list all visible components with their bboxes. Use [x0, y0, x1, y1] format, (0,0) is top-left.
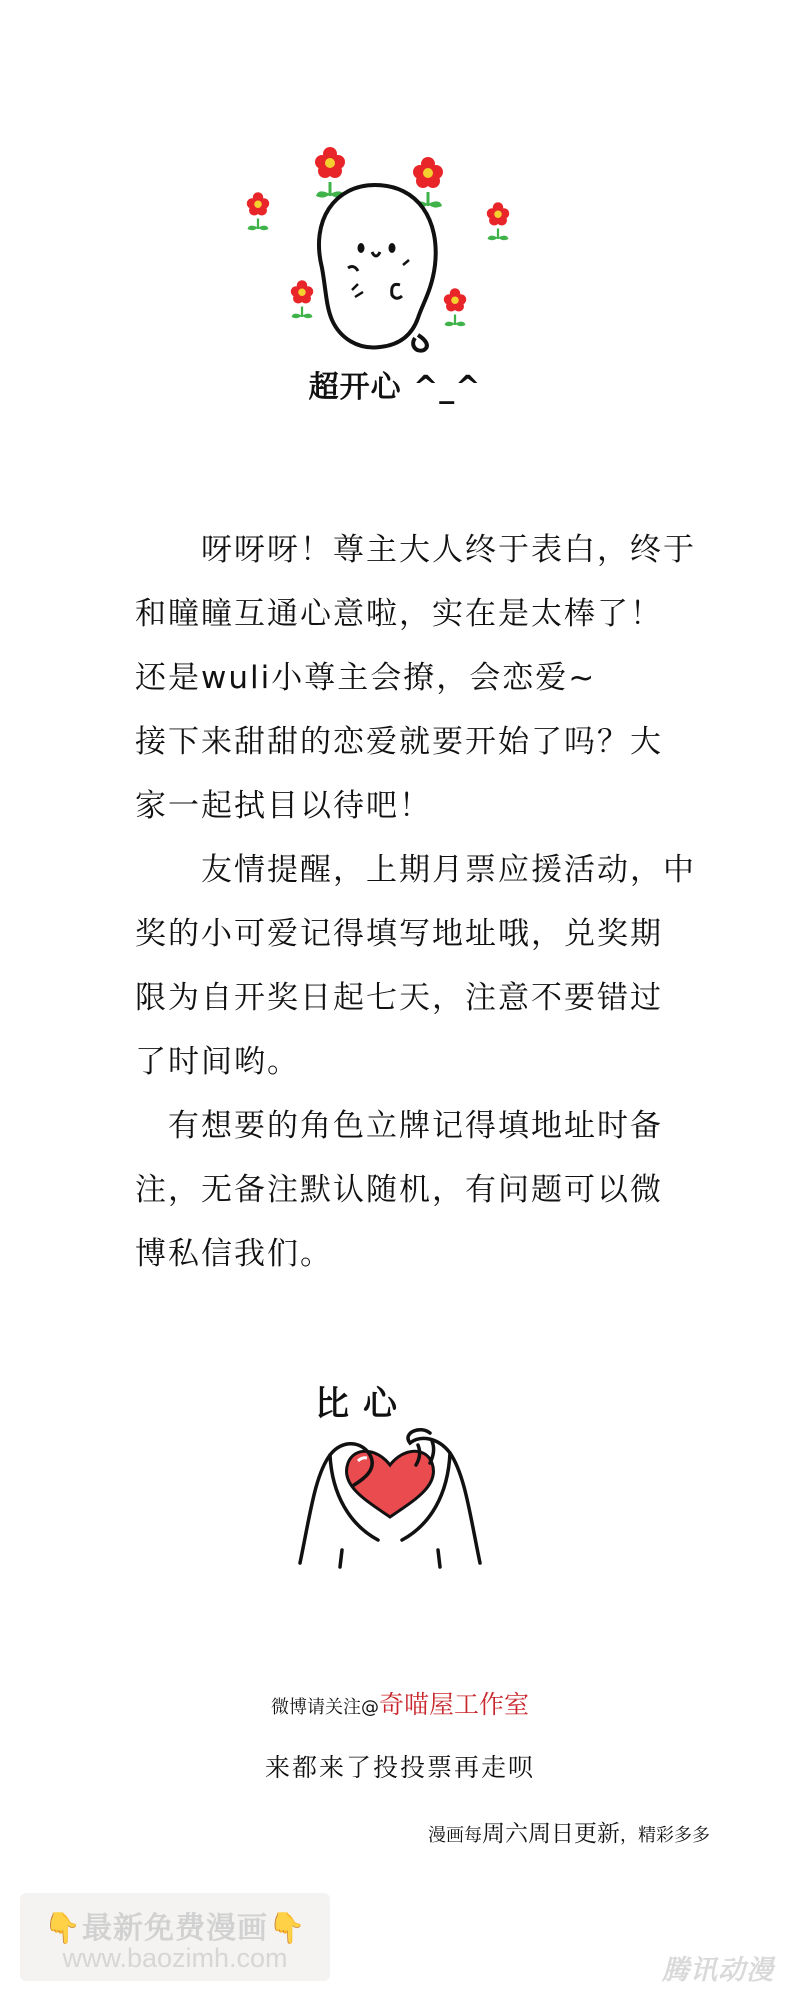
- text-line: 奖的小可爱记得填写地址哦，兑奖期: [135, 916, 663, 952]
- text-line: 博私信我们。: [135, 1236, 333, 1272]
- studio-name: 奇喵屋工作室: [378, 1690, 529, 1719]
- watermark-url: www.baozimh.com: [62, 1943, 288, 1973]
- vote-line: 来都来了投投票再走呗: [264, 1753, 535, 1782]
- announcement-body: [135, 518, 735, 1286]
- text-line: 接下来甜甜的恋爱就要开始了吗？大: [135, 724, 663, 760]
- paragraph-3: [135, 1094, 735, 1286]
- top-caption-text: 超开心 ^_^: [308, 370, 482, 405]
- paragraph-1: [135, 518, 735, 838]
- watermark-title: 👇最新免费漫画👇: [43, 1911, 307, 1946]
- text-line: 有想要的角色立牌记得填地址时备: [135, 1108, 663, 1144]
- text-line: 了时间哟。: [135, 1044, 300, 1080]
- text-line: 限为自开奖日起七天，注意不要错过: [135, 980, 663, 1016]
- flower-icon: [444, 288, 467, 326]
- update-suffix: ，精彩多多: [620, 1825, 710, 1846]
- update-prefix: 漫画每: [428, 1825, 482, 1846]
- update-days: 周六周日更新: [482, 1821, 620, 1847]
- heart-hands-illustration: [270, 1375, 510, 1575]
- flower-icon: [315, 147, 345, 198]
- happy-blob-illustration: [240, 140, 530, 390]
- heart-icon: [346, 1451, 433, 1517]
- text-line: 和瞳瞳互通心意啦，实在是太棒了！: [135, 596, 663, 632]
- blob-character: [319, 185, 436, 351]
- heart-caption: 比心: [315, 1384, 411, 1424]
- weibo-follow-line: [0, 1685, 800, 1721]
- weibo-prefix: 微博请关注@: [270, 1697, 379, 1718]
- paragraph-2: [135, 838, 735, 1094]
- flower-icon: [487, 202, 510, 240]
- site-watermark: [20, 1893, 330, 1981]
- tencent-comic-logo: 腾讯动漫: [662, 1955, 774, 1986]
- flower-icon: [291, 280, 314, 318]
- top-caption: [0, 362, 800, 406]
- text-line: 还是wuli小尊主会撩，会恋爱~: [135, 660, 597, 696]
- text-line: 友情提醒，上期月票应援活动，中: [135, 852, 696, 888]
- text-line: 呀呀呀！尊主大人终于表白，终于: [135, 532, 696, 568]
- flower-icon: [247, 192, 270, 230]
- text-line: 家一起拭目以待吧！: [135, 788, 432, 824]
- update-schedule-line: [310, 1815, 710, 1848]
- text-line: 注，无备注默认随机，有问题可以微: [135, 1172, 663, 1208]
